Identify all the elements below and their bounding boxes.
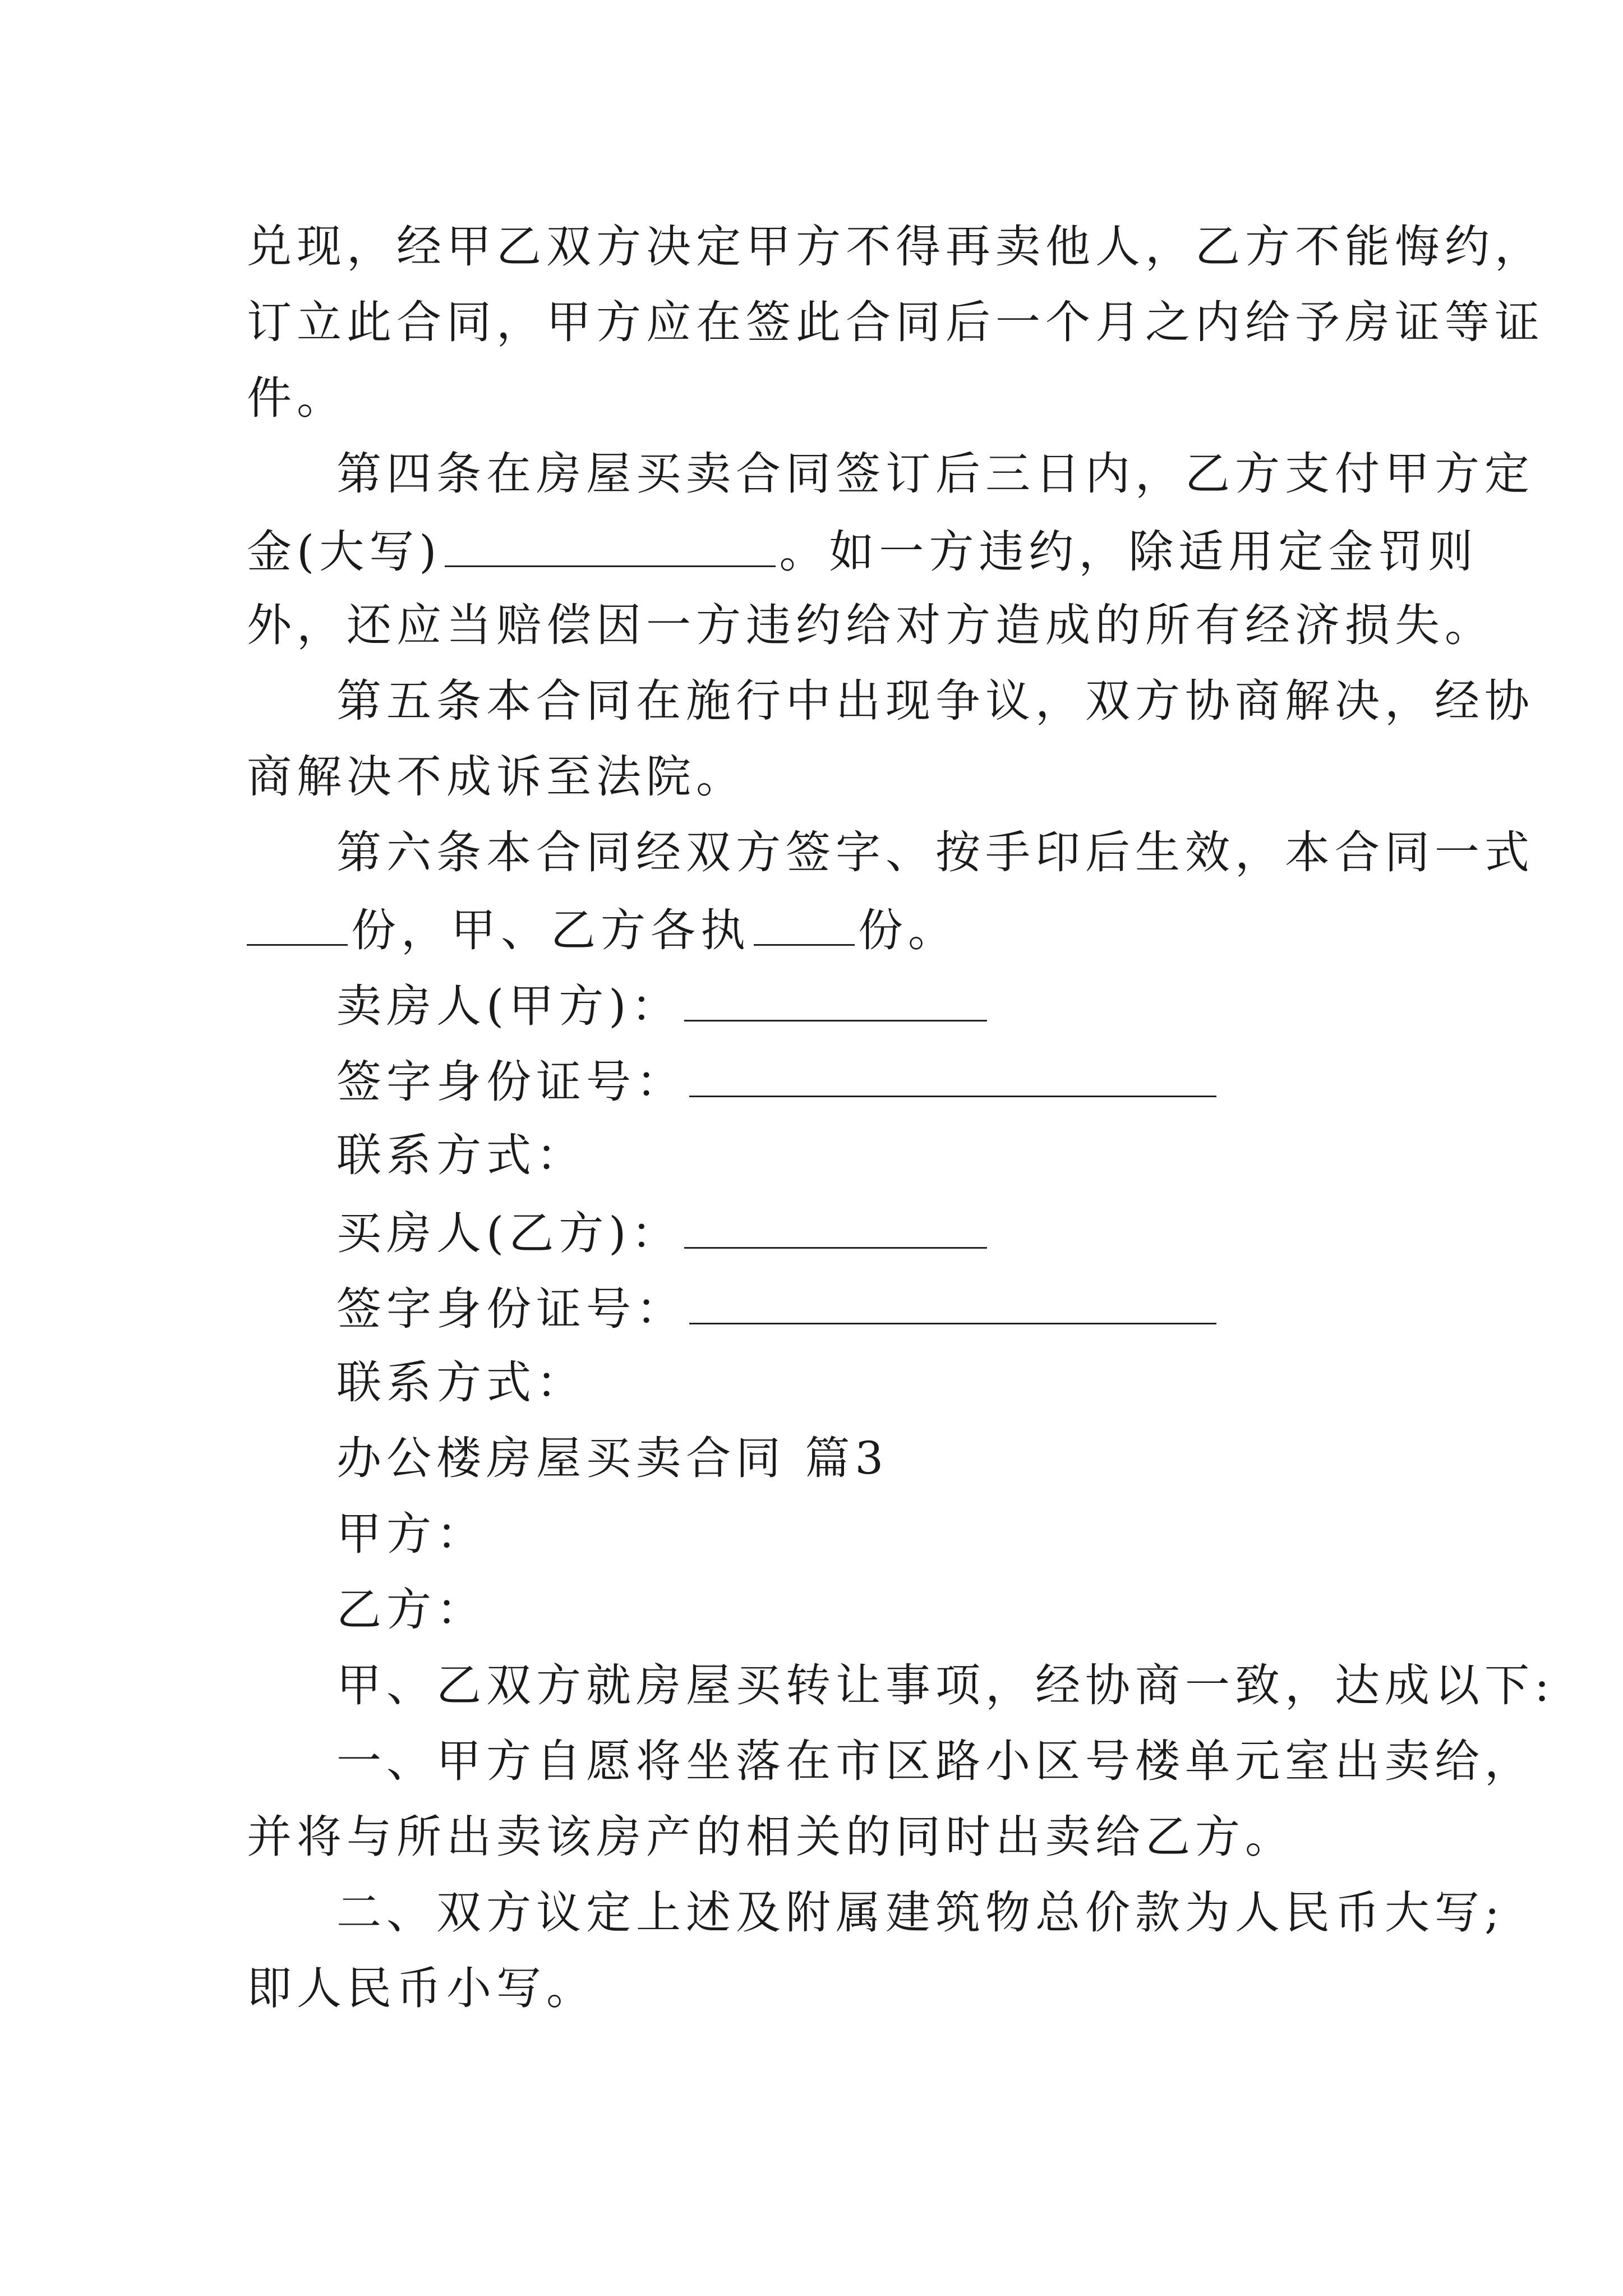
- text-line: 商解决不成诉至法院。: [247, 751, 746, 803]
- copies-line: [247, 900, 1396, 956]
- deposit-text: 。如一方违约，除适用定金罚则: [779, 526, 1478, 578]
- seller-line: [336, 976, 1486, 1032]
- text-line: 外，还应当赔偿因一方违约给对方造成的所有经济损失。: [247, 599, 1495, 651]
- seller-name-blank[interactable]: [684, 976, 987, 1022]
- text-line: 件。: [247, 372, 347, 424]
- copies-each-blank[interactable]: [754, 900, 855, 946]
- seller-id-line: [336, 1052, 1486, 1108]
- agreement-intro-line: 甲、乙双方就房屋买转让事项，经协商一致，达成以下:: [336, 1659, 1555, 1711]
- text-line: 即人民币小写。: [247, 1962, 596, 2014]
- copies-end: 份。: [858, 904, 958, 956]
- deposit-line: [247, 522, 1478, 578]
- buyer-name-blank[interactable]: [684, 1203, 987, 1249]
- buyer-id-blank[interactable]: [689, 1279, 1216, 1324]
- seller-label: 卖房人(甲方)：: [336, 980, 681, 1032]
- deposit-amount-blank[interactable]: [445, 522, 776, 567]
- text-line: 兑现，经甲乙双方决定甲方不得再卖他人，乙方不能悔约，: [247, 220, 1544, 273]
- clause-2-line: 二、双方议定上述及附属建筑物总价款为人民币大写;: [336, 1887, 1505, 1939]
- deposit-label: 金(大写): [247, 526, 442, 578]
- buyer-id-label: 签字身份证号：: [336, 1283, 686, 1335]
- party-a-line: 甲方：: [336, 1508, 486, 1560]
- copies-text: 份，甲、乙方各执: [351, 904, 750, 956]
- buyer-line: [336, 1203, 1486, 1259]
- buyer-contact-line: 联系方式：: [336, 1356, 586, 1409]
- article-6-line: 第六条本合同经双方签字、按手印后生效，本合同一式: [336, 826, 1534, 878]
- article-5-line: 第五条本合同在施行中出现争议，双方协商解决，经协: [336, 675, 1534, 727]
- seller-id-blank[interactable]: [689, 1052, 1216, 1097]
- section-heading: 办公楼房屋买卖合同 篇3: [336, 1432, 889, 1484]
- article-4-line: 第四条在房屋买卖合同签订后三日内，乙方支付甲方定: [336, 448, 1534, 500]
- seller-contact-line: 联系方式：: [336, 1129, 586, 1181]
- party-b-line: 乙方：: [336, 1584, 486, 1636]
- copies-total-blank[interactable]: [247, 900, 348, 946]
- text-line: 订立此合同，甲方应在签此合同后一个月之内给予房证等证: [247, 296, 1544, 348]
- text-line: 并将与所出卖该房产的相关的同时出卖给乙方。: [247, 1811, 1295, 1863]
- buyer-id-line: [336, 1279, 1486, 1335]
- seller-id-label: 签字身份证号：: [336, 1056, 686, 1108]
- clause-1-line: 一、甲方自愿将坐落在市区路小区号楼单元室出卖给，: [336, 1735, 1534, 1787]
- buyer-label: 买房人(乙方)：: [336, 1207, 681, 1259]
